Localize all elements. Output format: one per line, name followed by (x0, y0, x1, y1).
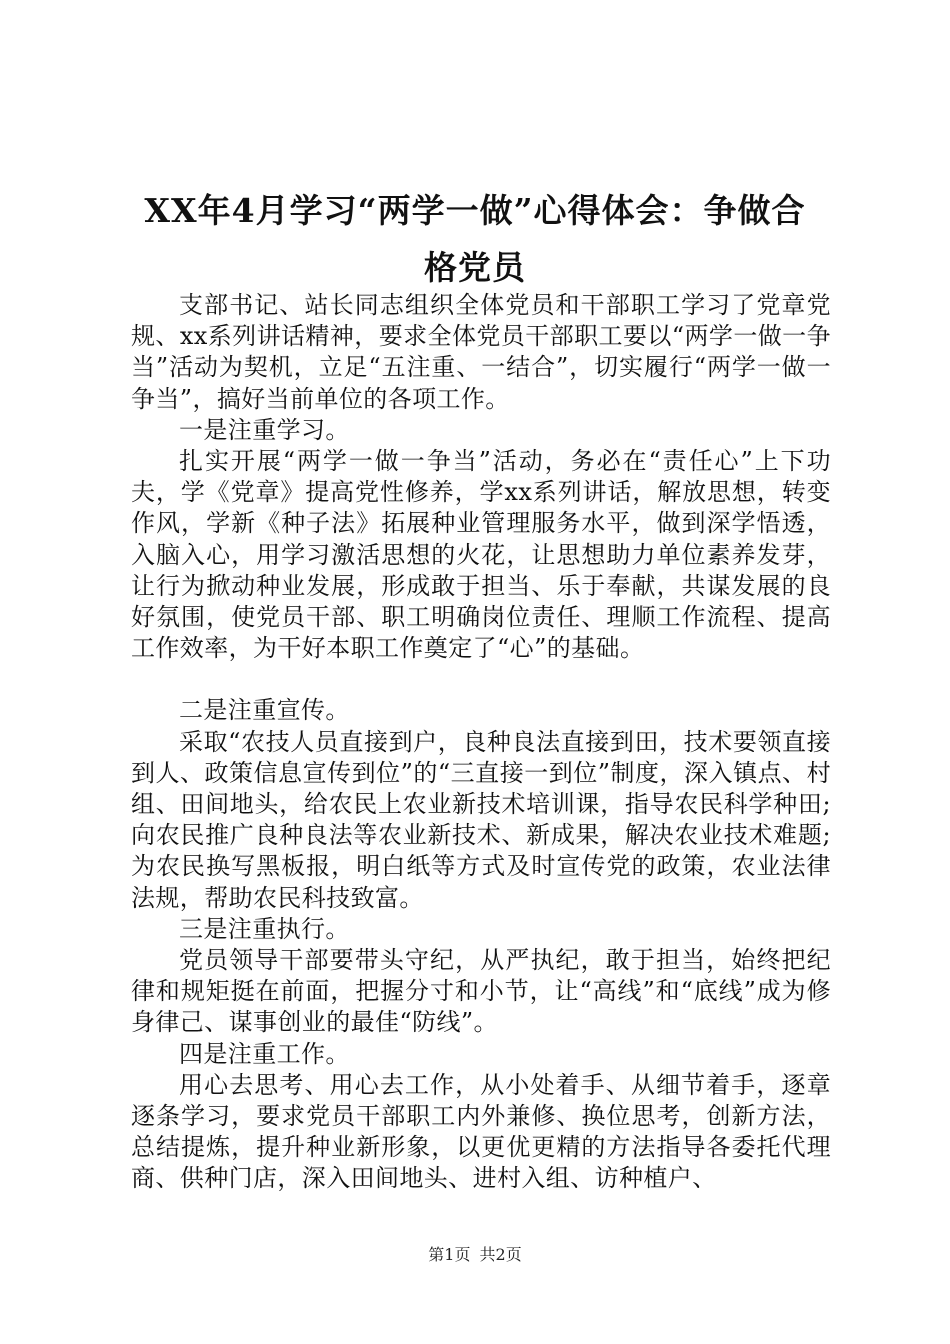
paragraph-publicity: 采取“农技人员直接到户，良种良法直接到田，技术要领直接到人、政策信息宣传到位”的“三直接一到位”制度，深入镇点、村组、田间地头，给农民上农业新技术培训课，指导农民科学种田;向农民推广良种良法等农业新技术、新成果，解决农业技术难题;为农民换写黑板报，明白纸等方式及时宣传党的政策，农业法律法规，帮助农民科技致富。 (131, 727, 831, 912)
paragraph-work: 用心去思考、用心去工作，从小处着手、从细节着手，逐章逐条学习，要求党员干部职工内外兼修、换位思考，创新方法，总结提炼，提升种业新形象，以更优更精的方法指导各委托代理商、供种门店，深入田间地头、进村入组、访种植户、 (131, 1070, 831, 1193)
document-title-line-1: XX年4月学习“两学一做”心得体会：争做合 (144, 191, 806, 230)
paragraph-intro: 支部书记、站长同志组织全体党员和干部职工学习了党章党规、xx系列讲话精神，要求全体党员干部职工要以“两学一做一争当”活动为契机，立足“五注重、一结合”，切实履行“两学一做一争当”，搞好当前单位的各项工作。 (131, 291, 831, 413)
section-heading-3: 三是注重执行。 (179, 914, 350, 943)
paragraph-spacer (131, 664, 831, 695)
section-heading-4: 四是注重工作。 (179, 1039, 350, 1068)
document-title-line-2: 格党员 (424, 248, 526, 287)
page-number: 第1页 (428, 1245, 471, 1264)
section-heading-1: 一是注重学习。 (179, 415, 350, 444)
paragraph-study: 扎实开展“两学一做一争当”活动，务必在“责任心”上下功夫，学《党章》提高党性修养，学xx系列讲话，解放思想，转变作风，学新《种子法》拓展种业管理服务水平，做到深学悟透，入脑入心，用学习激活思想的火花，让思想助力单位素养发芽，让行为掀动种业发展，形成敢于担当、乐于奉献，共谋发展的良好氛围，使党员干部、职工明确岗位责任、理顺工作流程、提高工作效率，为干好本职工作奠定了“心”的基础。 (131, 447, 831, 663)
section-heading-2: 二是注重宣传。 (179, 696, 350, 725)
document-body (131, 290, 831, 1195)
page-footer (0, 1244, 950, 1266)
paragraph-execution: 党员领导干部要带头守纪，从严执纪，敢于担当，始终把纪律和规矩挺在前面，把握分寸和小节，让“高线”和“底线”成为修身律己、谋事创业的最佳“防线”。 (131, 946, 831, 1037)
page-total: 共2页 (479, 1245, 522, 1264)
